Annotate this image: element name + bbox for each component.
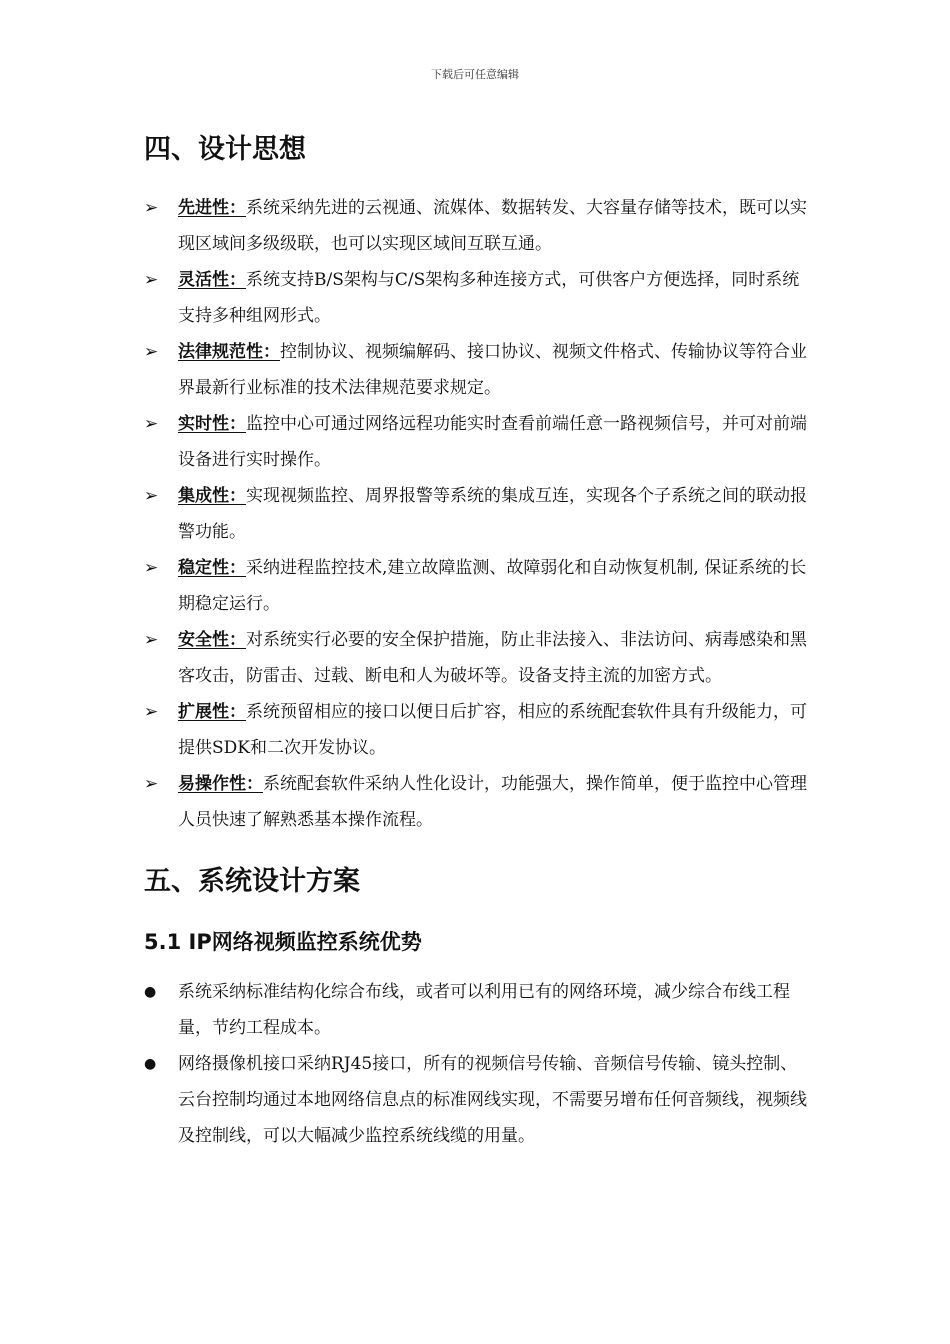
- list-item-term: 易操作性：: [178, 774, 263, 794]
- list-item-text: 网络摄像机接口采纳RJ45接口，所有的视频信号传输、音频信号传输、镜头控制、云台控制均通过本地网络信息点的标准网线实现，不需要另增布任何音频线，视频线及控制线，可以大幅减少监控系统线缆的用量。: [178, 1054, 807, 1146]
- section-title-system-design: 五、系统设计方案: [144, 866, 360, 897]
- list-item-term: 灵活性：: [178, 270, 246, 290]
- list-item: [144, 262, 814, 334]
- list-item-text: 监控中心可通过网络远程功能实时查看前端任意一路视频信号，并可对前端设备进行实时操作。: [178, 414, 807, 470]
- list-item: [144, 1046, 814, 1154]
- list-item-text: 系统配套软件采纳人性化设计，功能强大，操作简单，便于监控中心管理人员快速了解熟悉基本操作流程。: [178, 774, 807, 830]
- list-item: [144, 622, 814, 694]
- list-item-term: 实时性：: [178, 414, 246, 434]
- arrow-bullet-icon: ➢: [144, 342, 159, 362]
- list-item-text: 采纳进程监控技术,建立故障监测、故障弱化和自动恢复机制, 保证系统的长期稳定运行。: [178, 558, 807, 614]
- subsection-title-ip-advantages: 5.1 IP网络视频监控系统优势: [144, 930, 422, 954]
- list-item-term: 稳定性：: [178, 558, 246, 578]
- dot-bullet-icon: ●: [144, 984, 157, 1000]
- list-item-text: 系统支持B/S架构与C/S架构多种连接方式，可供客户方便选择，同时系统支持多种组网形式。: [178, 270, 800, 326]
- dot-bullet-icon: ●: [144, 1056, 157, 1072]
- list-item: [144, 406, 814, 478]
- arrow-bullet-icon: ➢: [144, 702, 159, 722]
- page-header: 下载后可任意编辑: [431, 68, 519, 81]
- list-item-text: 控制协议、视频编解码、接口协议、视频文件格式、传输协议等符合业界最新行业标准的技术法律规范要求规定。: [178, 342, 807, 398]
- document-body: [144, 126, 814, 1154]
- list-item-text: 对系统实行必要的安全保护措施，防止非法接入、非法访问、病毒感染和黑客攻击，防雷击、过载、断电和人为破坏等。设备支持主流的加密方式。: [178, 630, 807, 686]
- arrow-bullet-icon: ➢: [144, 270, 159, 290]
- list-item-text: 实现视频监控、周界报警等系统的集成互连，实现各个子系统之间的联动报警功能。: [178, 486, 807, 542]
- arrow-bullet-icon: ➢: [144, 198, 159, 218]
- list-item-term: 扩展性：: [178, 702, 246, 722]
- arrow-bullet-icon: ➢: [144, 774, 159, 794]
- list-item: [144, 190, 814, 262]
- list-item: [144, 766, 814, 838]
- list-item: [144, 694, 814, 766]
- list-item-text: 系统采纳先进的云视通、流媒体、数据转发、大容量存储等技术，既可以实现区域间多级级联，也可以实现区域间互联互通。: [178, 198, 807, 254]
- arrow-bullet-icon: ➢: [144, 558, 159, 578]
- list-item-term: 法律规范性：: [178, 342, 280, 362]
- list-item-term: 先进性：: [178, 198, 246, 218]
- arrow-bullet-icon: ➢: [144, 630, 159, 650]
- list-item-term: 安全性：: [178, 630, 246, 650]
- list-item-term: 集成性：: [178, 486, 246, 506]
- arrow-bullet-icon: ➢: [144, 414, 159, 434]
- list-item-text: 系统采纳标准结构化综合布线，或者可以利用已有的网络环境，减少综合布线工程量，节约工程成本。: [178, 982, 790, 1038]
- section-title-design-philosophy: 四、设计思想: [144, 134, 306, 165]
- list-item: [144, 550, 814, 622]
- design-principles-list: [144, 190, 814, 838]
- list-item: [144, 334, 814, 406]
- advantages-list: [144, 974, 814, 1154]
- list-item: [144, 478, 814, 550]
- list-item: [144, 974, 814, 1046]
- arrow-bullet-icon: ➢: [144, 486, 159, 506]
- list-item-text: 系统预留相应的接口以便日后扩容，相应的系统配套软件具有升级能力，可提供SDK和二次开发协议。: [178, 702, 807, 758]
